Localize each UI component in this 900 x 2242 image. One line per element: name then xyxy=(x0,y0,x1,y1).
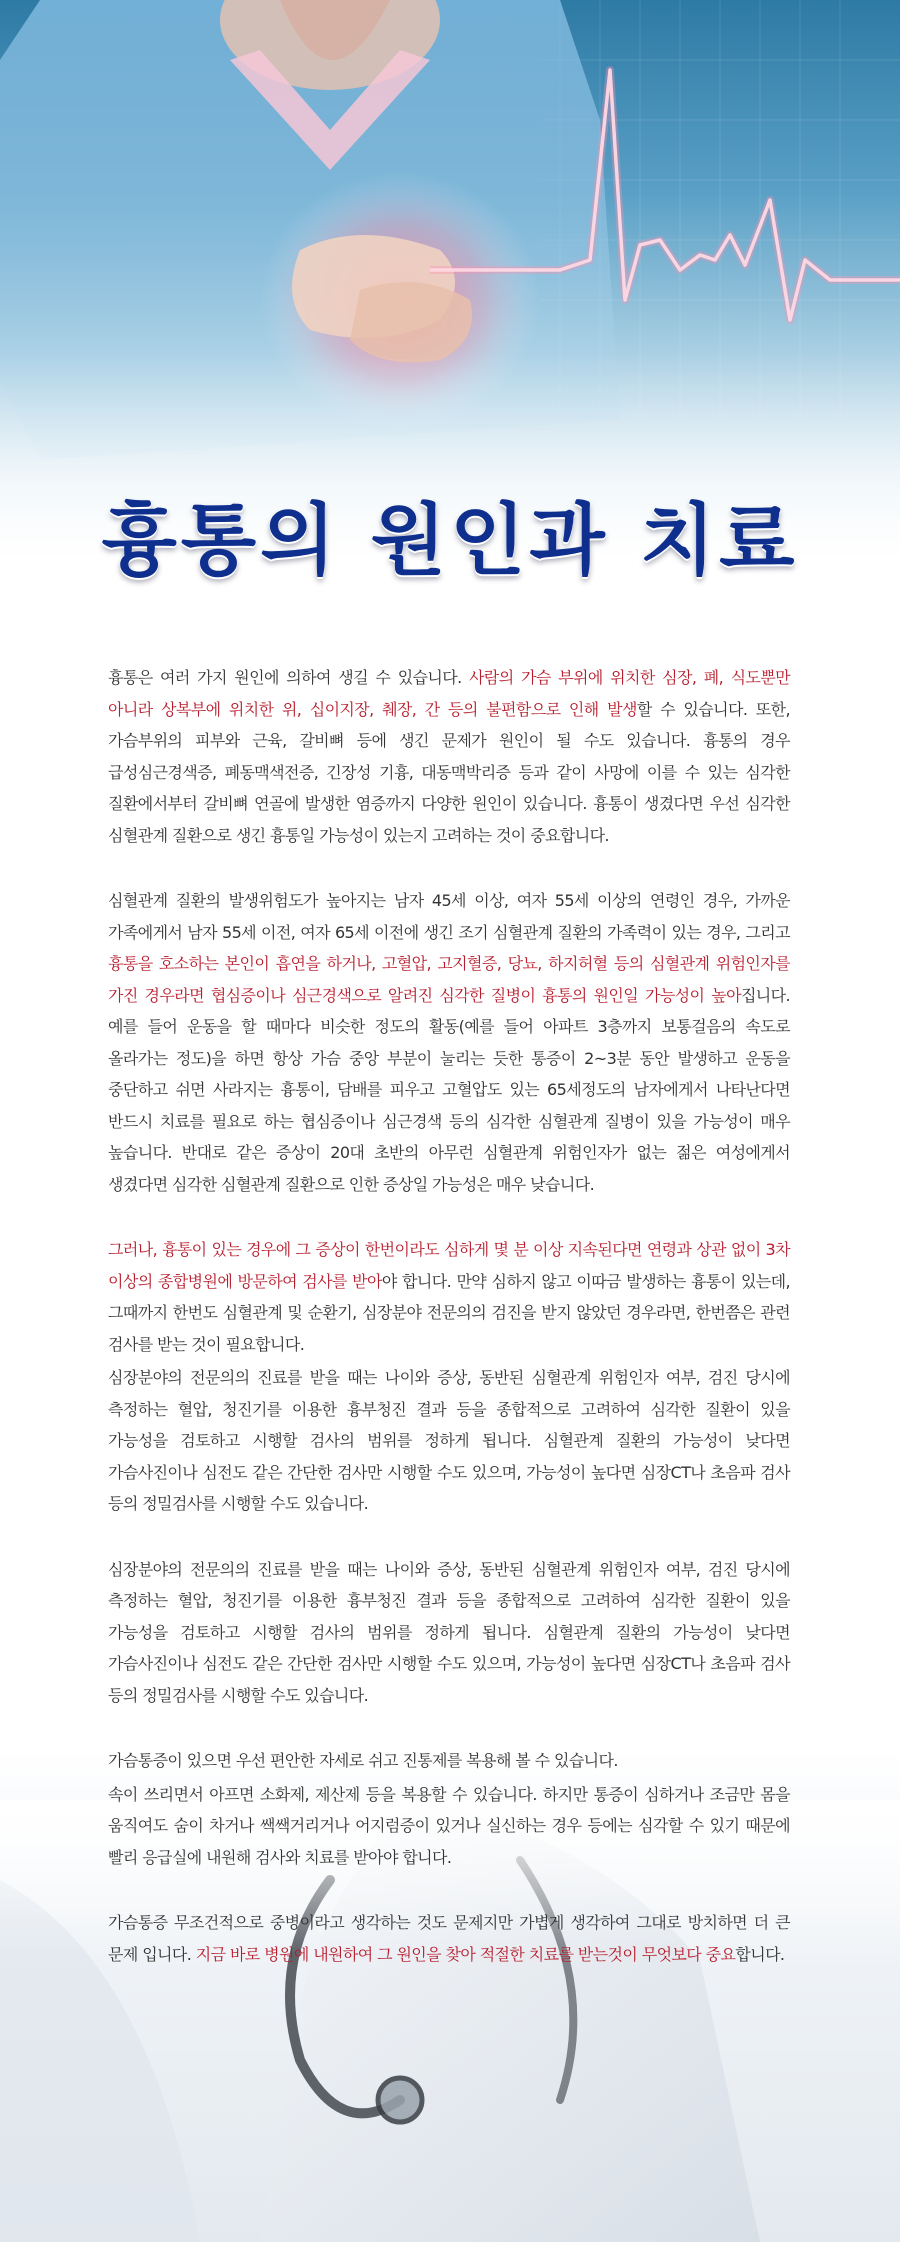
paragraph-visit-hospital xyxy=(108,1234,790,1360)
text-span: 집니다. 예를 들어 운동을 할 때마다 비슷한 정도의 활동(예를 들어 아파트 3층까지 보통걸음의 속도로 올라가는 정도)을 하면 항상 가슴 중앙 부분이 눌리는 듯한 통증이 2~3분 동안 발생하고 운동을 중단하고 쉬면 사라지는 흉통이, 담배를 피우고 고혈압도 있는 65세정도의 남자에게서 나타난다면 반드시 치료를 필요로 하는 협심증이나 심근경색 등의 심각한 심혈관계 질병이 있을 가능성이 매우 높습니다. 반대로 같은 증상이 20대 초반의 아무런 심혈관계 위험인자가 없는 젊은 여성에게서 생겼다면 심각한 심혈관계 질환으로 인한 증상일 가능성은 매우 낮습니다. xyxy=(108,985,790,1194)
text-span: 야 합니다. 만약 심하지 않고 이따금 발생하는 흉통이 있는데, 그때까지 한번도 심혈관계 및 순환기, 심장분야 전문의의 검진을 받지 않았던 경우라면, 한번쯤은 관련 검사를 받는 것이 필요합니다. xyxy=(108,1271,791,1354)
text-span: 심장분야의 전문의의 진료를 받을 때는 나이와 증상, 동반된 심혈관계 위험인자 여부, 검진 당시에 측정하는 혈압, 청진기를 이용한 흉부청진 결과 등을 종합적으로 고려하여 심각한 질환이 있을 가능성을 검토하고 시행할 검사의 범위를 정하게 됩니다. 심혈관계 질환의 가능성이 낮다면 가슴사진이나 심전도 같은 간단한 검사만 시행할 수도 있으며, 가능성이 높다면 심장CT나 초음파 검사 등의 정밀검사를 시행할 수도 있습니다. xyxy=(108,1368,790,1513)
paragraph-risk-factors xyxy=(108,885,790,1200)
text-span: 심혈관계 질환의 발생위험도가 높아지는 남자 45세 이상, 여자 55세 이상의 연령인 경우, 가까운 가족에게서 남자 55세 이전, 여자 65세 이전에 생긴 조기 심혈관계 질환의 가족력이 있는 경우, 그리고 xyxy=(108,891,790,942)
highlight-text: 그러나, 흉통이 있는 경우에 그 증상이 한번이라도 심하게 몇 분 이상 지속된다면 연령과 상관 없이 3차 이상의 종합병원에 방문하여 검사를 받아 xyxy=(108,1240,790,1291)
text-span: 가슴통증이 있으면 우선 편안한 자세로 쉬고 진통제를 복용해 볼 수 있습니다. xyxy=(108,1751,618,1770)
highlight-text: 사람의 가슴 부위에 위치한 심장, 폐, 식도뿐만 아니라 상복부에 위치한 위, 십이지장, 췌장, 간 등의 불편함으로 인해 발생 xyxy=(108,668,791,719)
paragraph-rest xyxy=(108,1745,790,1777)
article-body xyxy=(108,662,790,1970)
text-span: 합니다. xyxy=(735,1944,785,1964)
highlight-text: 흉통을 호소하는 본인이 흡연을 하거나, 고혈압, 고지혈증, 당뇨, 하지허혈 등의 심혈관계 위험인자를 가진 경우라면 협심증이나 심근경색으로 알려진 심각한 질병이 흉통의 원인일 가능성이 높아 xyxy=(108,954,790,1005)
highlight-text: 지금 바로 병원에 내원하여 그 원인을 찾아 적절한 치료를 받는것이 무엇보다 중요 xyxy=(195,1944,736,1964)
text-span: 할 수 있습니다. 또한, 가슴부위의 피부와 근육, 갈비뼈 등에 생긴 문제가 원인이 될 수도 있습니다. 흉통의 경우 급성심근경색증, 폐동맥색전증, 긴장성 기흉, 대동맥박리증 등과 같이 사망에 이를 수 있는 심각한 질환에서부터 갈비뼈 연골에 발생한 염증까지 다양한 원인이 있습니다. 흉통이 생겼다면 우선 심각한 심혈관계 질환으로 생긴 흉통일 가능성이 있는지 고려하는 것이 중요합니다. xyxy=(108,699,790,845)
text-span: 가슴통증 무조건적으로 중병이라고 생각하는 것도 문제지만 가볍게 생각하여 그대로 방치하면 더 큰 문제 입니다. xyxy=(108,1913,790,1964)
page-title: 흉통의 원인과 치료 xyxy=(101,496,799,586)
hero-banner xyxy=(0,0,900,640)
text-span: 심장분야의 전문의의 진료를 받을 때는 나이와 증상, 동반된 심혈관계 위험인자 여부, 검진 당시에 측정하는 혈압, 청진기를 이용한 흉부청진 결과 등을 종합적으로 고려하여 심각한 질환이 있을 가능성을 검토하고 시행할 검사의 범위를 정하게 됩니다. 심혈관계 질환의 가능성이 낮다면 가슴사진이나 심전도 같은 간단한 검사만 시행할 수도 있으며, 가능성이 높다면 심장CT나 초음파 검사 등의 정밀검사를 시행할 수도 있습니다. xyxy=(108,1559,790,1705)
text-span: 속이 쓰리면서 아프면 소화제, 제산제 등을 복용할 수 있습니다. 하지만 통증이 심하거나 조금만 몸을 움직여도 숨이 차거나 쌕쌕거리거나 어지럼증이 있거나 실신하는 경우 등에는 심각할 수 있기 때문에 빨리 응급실에 내원해 검사와 치료를 받아야 합니다. xyxy=(108,1784,790,1867)
paragraph-emergency xyxy=(108,1779,790,1874)
paragraph-specialist-2 xyxy=(108,1554,790,1712)
paragraph-specialist-1 xyxy=(108,1362,790,1520)
paragraph-causes xyxy=(108,662,790,851)
text-span: 흉통은 여러 가지 원인에 의하여 생길 수 있습니다. xyxy=(108,668,470,687)
paragraph-conclusion xyxy=(108,1907,790,1970)
